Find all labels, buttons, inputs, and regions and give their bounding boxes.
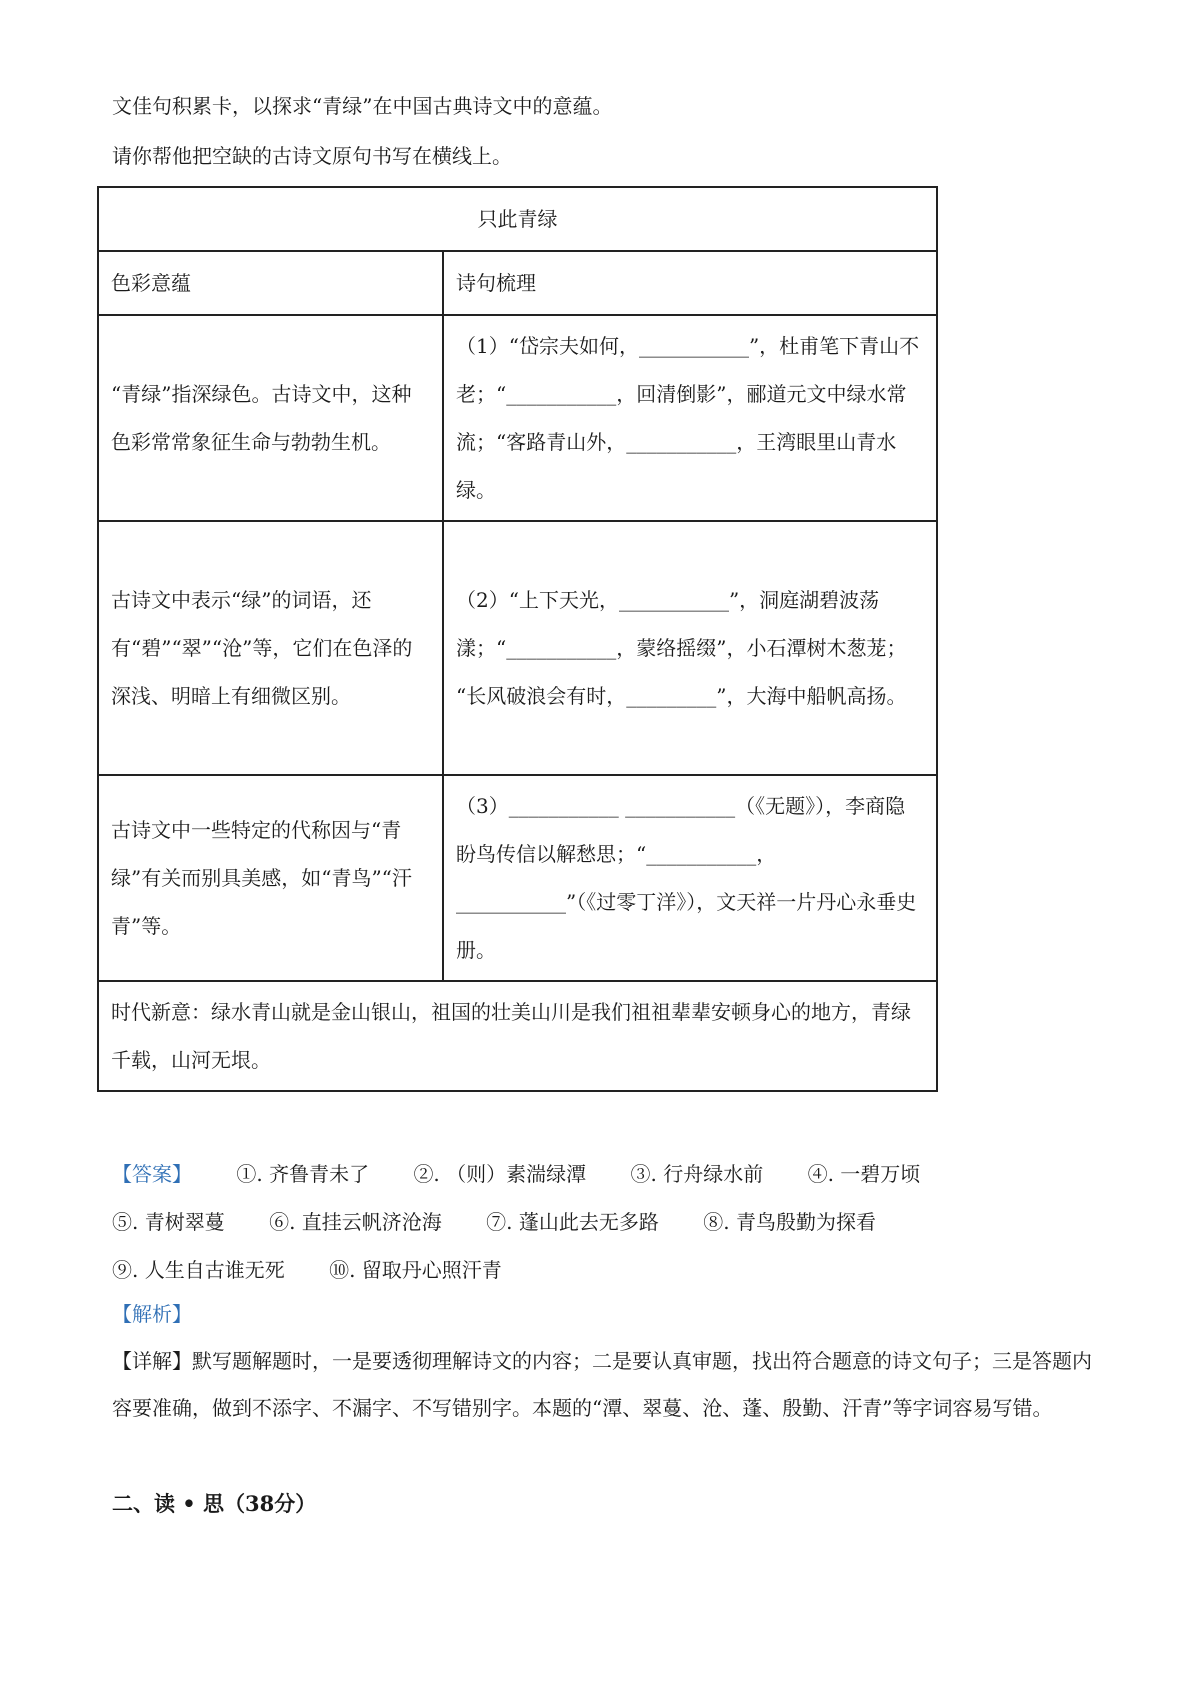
header-poem-lines: 诗句梳理 bbox=[443, 251, 937, 315]
card-footer: 时代新意：绿水青山就是金山银山，祖国的壮美山川是我们祖祖辈辈安顿身心的地方，青绿千载，山河无垠。 bbox=[98, 981, 937, 1091]
answer-block bbox=[112, 1150, 1102, 1294]
answer-item: ⑦. 蓬山此去无多路 bbox=[486, 1210, 659, 1234]
lines-cell-2-main: （2）“上下天光，___________”，洞庭湖碧波荡漾；“___________，蒙络摇缀”，小石潭树木葱茏； bbox=[456, 588, 907, 660]
answer-item: ⑥. 直挂云帆济沧海 bbox=[269, 1210, 442, 1234]
answer-item: ①. 齐鲁青未了 bbox=[236, 1162, 370, 1186]
intro-line-2: 请你帮他把空缺的古诗文原句书写在横线上。 bbox=[112, 144, 512, 168]
answer-item: ⑨. 人生自古谁无死 bbox=[112, 1258, 285, 1282]
answer-item: ③. 行舟绿水前 bbox=[630, 1162, 764, 1186]
answer-item: ⑧. 青鸟殷勤为探看 bbox=[703, 1210, 876, 1234]
lines-cell-2 bbox=[443, 521, 937, 775]
answer-item: ⑤. 青树翠蔓 bbox=[112, 1210, 225, 1234]
answer-item: ④. 一碧万顷 bbox=[807, 1162, 921, 1186]
intro-line-1: 文佳句积累卡，以探求“青绿”在中国古典诗文中的意蕴。 bbox=[112, 94, 613, 118]
header-color-meaning: 色彩意蕴 bbox=[98, 251, 443, 315]
answer-item: ②. （则）素湍绿潭 bbox=[413, 1162, 587, 1186]
meaning-cell-1: “青绿”指深绿色。古诗文中，这种色彩常常象征生命与勃勃生机。 bbox=[98, 315, 443, 521]
analysis-label: 【解析】 bbox=[112, 1302, 192, 1326]
card-title: 只此青绿 bbox=[98, 187, 937, 251]
meaning-cell-3: 古诗文中一些特定的代称因与“青绿”有关而别具美感，如“青鸟”“汗青”等。 bbox=[98, 775, 443, 981]
lines-cell-2-extra: “长风破浪会有时，_________”，大海中船帆高扬。 bbox=[456, 684, 907, 708]
lines-cell-1: （1）“岱宗夫如何，___________”，杜甫笔下青山不老；“___________，回清倒影”，郦道元文中绿水常流；“客路青山外，___________，王湾眼里山青水绿。 bbox=[443, 315, 937, 521]
lines-cell-3: （3）___________ ___________（《无题》），李商隐盼鸟传信以解愁思；“___________，___________”（《过零丁洋》），文天祥一片丹心永垂史册。 bbox=[443, 775, 937, 981]
meaning-cell-2: 古诗文中表示“绿”的词语，还有“碧”“翠”“沧”等，它们在色泽的深浅、明暗上有细微区别。 bbox=[98, 521, 443, 775]
section-heading: 二、读 • 思（38分） bbox=[112, 1491, 317, 1516]
answer-label: 【答案】 bbox=[112, 1162, 192, 1186]
answer-item: ⑩. 留取丹心照汗青 bbox=[329, 1258, 502, 1282]
analysis-detail: 【详解】默写题解题时，一是要透彻理解诗文的内容；二是要认真审题，找出符合题意的诗文句子；三是答题内容要准确，做到不添字、不漏字、不写错别字。本题的“潭、翠蔓、沧、蓬、殷勤、汗青”等字词容易写错。 bbox=[112, 1349, 1092, 1420]
poetry-card-table bbox=[97, 186, 938, 1092]
